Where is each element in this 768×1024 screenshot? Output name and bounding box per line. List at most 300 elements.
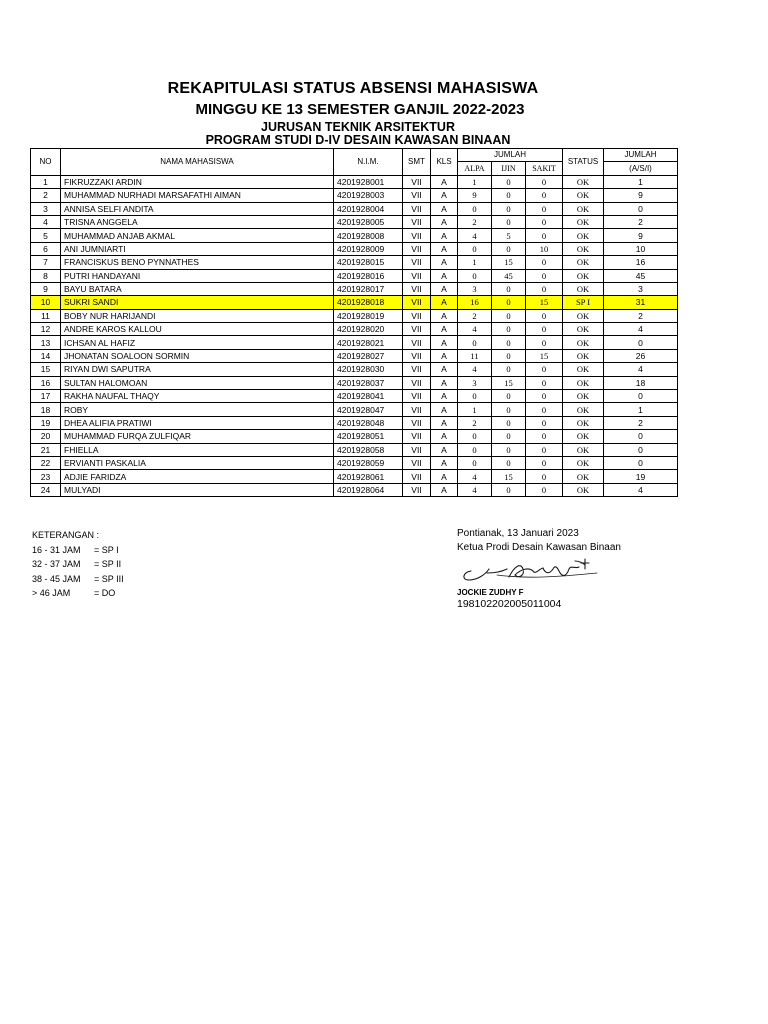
cell-no: 23 bbox=[31, 470, 61, 483]
cell-nim: 4201928015 bbox=[334, 256, 403, 269]
cell-kls: A bbox=[431, 416, 458, 429]
cell-nim: 4201928008 bbox=[334, 229, 403, 242]
cell-ijin: 0 bbox=[492, 189, 526, 202]
cell-total: 4 bbox=[604, 483, 678, 496]
cell-kls: A bbox=[431, 256, 458, 269]
cell-no: 5 bbox=[31, 229, 61, 242]
cell-nama: ADJIE FARIDZA bbox=[61, 470, 334, 483]
cell-alpa: 1 bbox=[458, 175, 492, 188]
cell-alpa: 2 bbox=[458, 416, 492, 429]
cell-smt: VII bbox=[403, 175, 431, 188]
cell-kls: A bbox=[431, 403, 458, 416]
cell-no: 10 bbox=[31, 296, 61, 309]
cell-sakit: 10 bbox=[526, 242, 563, 255]
cell-ijin: 0 bbox=[492, 309, 526, 322]
cell-nim: 4201928058 bbox=[334, 443, 403, 456]
cell-smt: VII bbox=[403, 416, 431, 429]
cell-status: OK bbox=[563, 282, 604, 295]
header-alpa: ALPA bbox=[458, 162, 492, 175]
cell-alpa: 4 bbox=[458, 470, 492, 483]
cell-total: 18 bbox=[604, 376, 678, 389]
cell-sakit: 15 bbox=[526, 349, 563, 362]
cell-kls: A bbox=[431, 470, 458, 483]
cell-ijin: 0 bbox=[492, 390, 526, 403]
cell-kls: A bbox=[431, 282, 458, 295]
cell-sakit: 0 bbox=[526, 309, 563, 322]
cell-status: OK bbox=[563, 202, 604, 215]
cell-ijin: 0 bbox=[492, 175, 526, 188]
cell-smt: VII bbox=[403, 390, 431, 403]
cell-kls: A bbox=[431, 269, 458, 282]
cell-ijin: 0 bbox=[492, 483, 526, 496]
cell-nama: MUHAMMAD ANJAB AKMAL bbox=[61, 229, 334, 242]
cell-alpa: 0 bbox=[458, 390, 492, 403]
cell-alpa: 0 bbox=[458, 336, 492, 349]
header-kls: KLS bbox=[431, 149, 458, 176]
cell-smt: VII bbox=[403, 470, 431, 483]
cell-kls: A bbox=[431, 349, 458, 362]
cell-nim: 4201928047 bbox=[334, 403, 403, 416]
cell-total: 1 bbox=[604, 175, 678, 188]
cell-ijin: 0 bbox=[492, 416, 526, 429]
cell-status: OK bbox=[563, 269, 604, 282]
cell-status: OK bbox=[563, 363, 604, 376]
cell-status: OK bbox=[563, 242, 604, 255]
cell-nama: JHONATAN SOALOON SORMIN bbox=[61, 349, 334, 362]
cell-alpa: 0 bbox=[458, 269, 492, 282]
cell-no: 7 bbox=[31, 256, 61, 269]
cell-sakit: 0 bbox=[526, 403, 563, 416]
cell-smt: VII bbox=[403, 309, 431, 322]
cell-ijin: 0 bbox=[492, 456, 526, 469]
cell-kls: A bbox=[431, 229, 458, 242]
table-row bbox=[31, 403, 678, 416]
cell-nim: 4201928048 bbox=[334, 416, 403, 429]
cell-no: 16 bbox=[31, 376, 61, 389]
cell-kls: A bbox=[431, 376, 458, 389]
cell-sakit: 15 bbox=[526, 296, 563, 309]
cell-nama: FIKRUZZAKI ARDIN bbox=[61, 175, 334, 188]
cell-alpa: 11 bbox=[458, 349, 492, 362]
cell-nim: 4201928021 bbox=[334, 336, 403, 349]
cell-status: OK bbox=[563, 336, 604, 349]
cell-ijin: 0 bbox=[492, 282, 526, 295]
cell-no: 21 bbox=[31, 443, 61, 456]
cell-nama: ANNISA SELFI ANDITA bbox=[61, 202, 334, 215]
cell-nama: SUKRI SANDI bbox=[61, 296, 334, 309]
cell-status: SP I bbox=[563, 296, 604, 309]
notes-value: = DO bbox=[94, 588, 116, 598]
cell-no: 2 bbox=[31, 189, 61, 202]
cell-alpa: 4 bbox=[458, 229, 492, 242]
cell-ijin: 0 bbox=[492, 202, 526, 215]
table-row bbox=[31, 242, 678, 255]
cell-nama: MULYADI bbox=[61, 483, 334, 496]
cell-smt: VII bbox=[403, 215, 431, 228]
cell-status: OK bbox=[563, 229, 604, 242]
cell-nim: 4201928016 bbox=[334, 269, 403, 282]
cell-ijin: 0 bbox=[492, 323, 526, 336]
cell-nim: 4201928059 bbox=[334, 456, 403, 469]
cell-sakit: 0 bbox=[526, 269, 563, 282]
cell-smt: VII bbox=[403, 269, 431, 282]
cell-status: OK bbox=[563, 403, 604, 416]
document-subtitle: MINGGU KE 13 SEMESTER GANJIL 2022-2023 bbox=[195, 101, 525, 118]
cell-alpa: 0 bbox=[458, 202, 492, 215]
cell-status: OK bbox=[563, 309, 604, 322]
cell-sakit: 0 bbox=[526, 470, 563, 483]
table-row bbox=[31, 323, 678, 336]
cell-alpa: 1 bbox=[458, 256, 492, 269]
cell-status: OK bbox=[563, 470, 604, 483]
cell-sakit: 0 bbox=[526, 430, 563, 443]
cell-smt: VII bbox=[403, 443, 431, 456]
cell-nama: ROBY bbox=[61, 403, 334, 416]
cell-smt: VII bbox=[403, 323, 431, 336]
cell-status: OK bbox=[563, 215, 604, 228]
table-row bbox=[31, 215, 678, 228]
table-row bbox=[31, 269, 678, 282]
cell-total: 45 bbox=[604, 269, 678, 282]
cell-kls: A bbox=[431, 430, 458, 443]
cell-total: 0 bbox=[604, 430, 678, 443]
header-smt: SMT bbox=[403, 149, 431, 176]
cell-nim: 4201928009 bbox=[334, 242, 403, 255]
cell-nim: 4201928001 bbox=[334, 175, 403, 188]
cell-kls: A bbox=[431, 309, 458, 322]
cell-smt: VII bbox=[403, 483, 431, 496]
table-header-row bbox=[31, 149, 678, 162]
cell-nim: 4201928037 bbox=[334, 376, 403, 389]
cell-alpa: 2 bbox=[458, 215, 492, 228]
cell-smt: VII bbox=[403, 376, 431, 389]
cell-total: 26 bbox=[604, 349, 678, 362]
cell-sakit: 0 bbox=[526, 229, 563, 242]
cell-sakit: 0 bbox=[526, 256, 563, 269]
table-row bbox=[31, 416, 678, 429]
cell-nim: 4201928041 bbox=[334, 390, 403, 403]
cell-nim: 4201928017 bbox=[334, 282, 403, 295]
header-jumlah: JUMLAH bbox=[458, 149, 563, 162]
cell-no: 14 bbox=[31, 349, 61, 362]
cell-nim: 4201928005 bbox=[334, 215, 403, 228]
cell-total: 19 bbox=[604, 470, 678, 483]
table-row bbox=[31, 483, 678, 496]
header-nama: NAMA MAHASISWA bbox=[61, 149, 334, 176]
cell-no: 4 bbox=[31, 215, 61, 228]
table-row bbox=[31, 376, 678, 389]
handwritten-signature bbox=[457, 555, 607, 585]
notes-value: = SP II bbox=[94, 559, 122, 569]
cell-nama: ANI JUMNIARTI bbox=[61, 242, 334, 255]
table-row bbox=[31, 470, 678, 483]
cell-alpa: 3 bbox=[458, 282, 492, 295]
cell-nim: 4201928064 bbox=[334, 483, 403, 496]
notes-range: 32 - 37 JAM bbox=[32, 559, 81, 569]
cell-alpa: 3 bbox=[458, 376, 492, 389]
cell-total: 2 bbox=[604, 309, 678, 322]
cell-sakit: 0 bbox=[526, 443, 563, 456]
cell-nama: ANDRE KAROS KALLOU bbox=[61, 323, 334, 336]
cell-no: 15 bbox=[31, 363, 61, 376]
cell-sakit: 0 bbox=[526, 363, 563, 376]
cell-no: 3 bbox=[31, 202, 61, 215]
cell-sakit: 0 bbox=[526, 390, 563, 403]
cell-kls: A bbox=[431, 363, 458, 376]
cell-ijin: 15 bbox=[492, 376, 526, 389]
cell-total: 0 bbox=[604, 390, 678, 403]
cell-ijin: 0 bbox=[492, 215, 526, 228]
cell-kls: A bbox=[431, 215, 458, 228]
cell-total: 1 bbox=[604, 403, 678, 416]
cell-no: 18 bbox=[31, 403, 61, 416]
cell-smt: VII bbox=[403, 456, 431, 469]
cell-smt: VII bbox=[403, 363, 431, 376]
document-title: REKAPITULASI STATUS ABSENSI MAHASISWA bbox=[167, 80, 539, 97]
cell-nama: TRISNA ANGGELA bbox=[61, 215, 334, 228]
cell-sakit: 0 bbox=[526, 175, 563, 188]
notes-value: = SP III bbox=[94, 573, 124, 584]
cell-status: OK bbox=[563, 483, 604, 496]
cell-status: OK bbox=[563, 256, 604, 269]
notes-range: > 46 JAM bbox=[32, 588, 71, 598]
notes-item bbox=[32, 586, 124, 601]
cell-kls: A bbox=[431, 483, 458, 496]
cell-total: 31 bbox=[604, 296, 678, 309]
cell-nim: 4201928020 bbox=[334, 323, 403, 336]
cell-alpa: 4 bbox=[458, 323, 492, 336]
header-total: JUMLAH bbox=[604, 149, 678, 162]
program-name: PROGRAM STUDI D-IV DESAIN KAWASAN BINAAN bbox=[205, 133, 511, 147]
cell-status: OK bbox=[563, 390, 604, 403]
cell-alpa: 0 bbox=[458, 430, 492, 443]
cell-sakit: 0 bbox=[526, 376, 563, 389]
cell-no: 8 bbox=[31, 269, 61, 282]
attendance-table-body bbox=[31, 175, 678, 496]
signatory-role: Ketua Prodi Desain Kawasan Binaan bbox=[457, 542, 621, 553]
notes-block bbox=[32, 528, 124, 601]
cell-nim: 4201928051 bbox=[334, 430, 403, 443]
cell-nama: FRANCISKUS BENO PYNNATHES bbox=[61, 256, 334, 269]
cell-no: 22 bbox=[31, 456, 61, 469]
cell-nama: DHEA ALIFIA PRATIWI bbox=[61, 416, 334, 429]
notes-value: = SP I bbox=[94, 544, 119, 555]
cell-total: 2 bbox=[604, 416, 678, 429]
table-row bbox=[31, 430, 678, 443]
cell-no: 9 bbox=[31, 282, 61, 295]
signature-block bbox=[457, 526, 621, 612]
attendance-table bbox=[30, 148, 678, 497]
cell-sakit: 0 bbox=[526, 215, 563, 228]
cell-kls: A bbox=[431, 323, 458, 336]
cell-status: OK bbox=[563, 376, 604, 389]
notes-item bbox=[32, 557, 124, 572]
cell-total: 4 bbox=[604, 323, 678, 336]
cell-no: 6 bbox=[31, 242, 61, 255]
cell-total: 4 bbox=[604, 363, 678, 376]
cell-total: 10 bbox=[604, 242, 678, 255]
cell-nama: RIYAN DWI SAPUTRA bbox=[61, 363, 334, 376]
cell-nama: SULTAN HALOMOAN bbox=[61, 376, 334, 389]
table-row bbox=[31, 282, 678, 295]
cell-smt: VII bbox=[403, 256, 431, 269]
cell-alpa: 9 bbox=[458, 189, 492, 202]
cell-smt: VII bbox=[403, 229, 431, 242]
cell-smt: VII bbox=[403, 349, 431, 362]
notes-heading: KETERANGAN : bbox=[32, 530, 100, 540]
cell-smt: VII bbox=[403, 296, 431, 309]
cell-ijin: 0 bbox=[492, 363, 526, 376]
cell-no: 11 bbox=[31, 309, 61, 322]
cell-kls: A bbox=[431, 443, 458, 456]
cell-ijin: 0 bbox=[492, 443, 526, 456]
cell-sakit: 0 bbox=[526, 189, 563, 202]
cell-status: OK bbox=[563, 189, 604, 202]
cell-total: 3 bbox=[604, 282, 678, 295]
cell-smt: VII bbox=[403, 242, 431, 255]
cell-total: 16 bbox=[604, 256, 678, 269]
table-row bbox=[31, 189, 678, 202]
cell-smt: VII bbox=[403, 403, 431, 416]
cell-total: 9 bbox=[604, 189, 678, 202]
place-date: Pontianak, 13 Januari 2023 bbox=[457, 528, 579, 539]
cell-nama: MUHAMMAD FURQA ZULFIQAR bbox=[61, 430, 334, 443]
cell-sakit: 0 bbox=[526, 282, 563, 295]
cell-sakit: 0 bbox=[526, 483, 563, 496]
cell-kls: A bbox=[431, 336, 458, 349]
notes-range: 16 - 31 JAM bbox=[32, 544, 81, 555]
table-row bbox=[31, 363, 678, 376]
signatory-nip: 198102202005011004 bbox=[457, 598, 562, 610]
cell-smt: VII bbox=[403, 430, 431, 443]
table-row bbox=[31, 456, 678, 469]
cell-ijin: 0 bbox=[492, 296, 526, 309]
cell-no: 17 bbox=[31, 390, 61, 403]
cell-status: OK bbox=[563, 456, 604, 469]
header-nim: N.I.M. bbox=[334, 149, 403, 176]
cell-sakit: 0 bbox=[526, 456, 563, 469]
cell-ijin: 15 bbox=[492, 256, 526, 269]
cell-nama: RAKHA NAUFAL THAQY bbox=[61, 390, 334, 403]
cell-alpa: 1 bbox=[458, 403, 492, 416]
cell-nama: BOBY NUR HARIJANDI bbox=[61, 309, 334, 322]
header-status: STATUS bbox=[563, 149, 604, 176]
cell-alpa: 0 bbox=[458, 242, 492, 255]
cell-nama: ERVIANTI PASKALIA bbox=[61, 456, 334, 469]
cell-smt: VII bbox=[403, 202, 431, 215]
cell-nama: BAYU BATARA bbox=[61, 282, 334, 295]
cell-alpa: 16 bbox=[458, 296, 492, 309]
cell-smt: VII bbox=[403, 189, 431, 202]
department-name: JURUSAN TEKNIK ARSITEKTUR bbox=[261, 120, 455, 134]
cell-nama: ICHSAN AL HAFIZ bbox=[61, 336, 334, 349]
cell-kls: A bbox=[431, 296, 458, 309]
cell-total: 0 bbox=[604, 202, 678, 215]
table-row bbox=[31, 296, 678, 309]
cell-sakit: 0 bbox=[526, 202, 563, 215]
cell-ijin: 0 bbox=[492, 349, 526, 362]
cell-alpa: 4 bbox=[458, 483, 492, 496]
cell-status: OK bbox=[563, 430, 604, 443]
table-row bbox=[31, 175, 678, 188]
cell-ijin: 45 bbox=[492, 269, 526, 282]
table-row bbox=[31, 336, 678, 349]
cell-ijin: 5 bbox=[492, 229, 526, 242]
cell-no: 12 bbox=[31, 323, 61, 336]
table-row bbox=[31, 256, 678, 269]
cell-no: 24 bbox=[31, 483, 61, 496]
cell-status: OK bbox=[563, 416, 604, 429]
cell-sakit: 0 bbox=[526, 323, 563, 336]
cell-total: 9 bbox=[604, 229, 678, 242]
header-sakit: SAKIT bbox=[526, 162, 563, 175]
cell-nim: 4201928018 bbox=[334, 296, 403, 309]
cell-no: 13 bbox=[31, 336, 61, 349]
table-row bbox=[31, 390, 678, 403]
cell-nim: 4201928027 bbox=[334, 349, 403, 362]
cell-total: 0 bbox=[604, 443, 678, 456]
cell-smt: VII bbox=[403, 336, 431, 349]
cell-smt: VII bbox=[403, 282, 431, 295]
cell-nama: FHIELLA bbox=[61, 443, 334, 456]
table-row bbox=[31, 309, 678, 322]
notes-item bbox=[32, 543, 124, 558]
cell-no: 20 bbox=[31, 430, 61, 443]
cell-kls: A bbox=[431, 242, 458, 255]
header-ijin: IJIN bbox=[492, 162, 526, 175]
cell-nim: 4201928061 bbox=[334, 470, 403, 483]
cell-kls: A bbox=[431, 390, 458, 403]
table-row bbox=[31, 202, 678, 215]
cell-total: 0 bbox=[604, 456, 678, 469]
cell-no: 1 bbox=[31, 175, 61, 188]
cell-status: OK bbox=[563, 175, 604, 188]
header-total-sub: (A/S/I) bbox=[604, 162, 678, 175]
table-row bbox=[31, 349, 678, 362]
signatory-name: JOCKIE ZUDHY F bbox=[457, 588, 524, 597]
cell-status: OK bbox=[563, 349, 604, 362]
cell-nim: 4201928004 bbox=[334, 202, 403, 215]
cell-nim: 4201928030 bbox=[334, 363, 403, 376]
cell-nim: 4201928019 bbox=[334, 309, 403, 322]
cell-alpa: 0 bbox=[458, 456, 492, 469]
table-row bbox=[31, 443, 678, 456]
table-row bbox=[31, 229, 678, 242]
cell-ijin: 0 bbox=[492, 336, 526, 349]
cell-ijin: 0 bbox=[492, 403, 526, 416]
cell-no: 19 bbox=[31, 416, 61, 429]
cell-status: OK bbox=[563, 323, 604, 336]
cell-ijin: 0 bbox=[492, 430, 526, 443]
cell-total: 2 bbox=[604, 215, 678, 228]
cell-sakit: 0 bbox=[526, 416, 563, 429]
cell-sakit: 0 bbox=[526, 336, 563, 349]
cell-kls: A bbox=[431, 175, 458, 188]
notes-item bbox=[32, 572, 124, 587]
cell-status: OK bbox=[563, 443, 604, 456]
cell-kls: A bbox=[431, 189, 458, 202]
cell-alpa: 0 bbox=[458, 443, 492, 456]
cell-alpa: 4 bbox=[458, 363, 492, 376]
cell-nama: MUHAMMAD NURHADI MARSAFATHI AIMAN bbox=[61, 189, 334, 202]
notes-range: 38 - 45 JAM bbox=[32, 573, 81, 584]
cell-ijin: 0 bbox=[492, 242, 526, 255]
cell-alpa: 2 bbox=[458, 309, 492, 322]
cell-total: 0 bbox=[604, 336, 678, 349]
header-no: NO bbox=[31, 149, 61, 176]
cell-kls: A bbox=[431, 456, 458, 469]
cell-ijin: 15 bbox=[492, 470, 526, 483]
